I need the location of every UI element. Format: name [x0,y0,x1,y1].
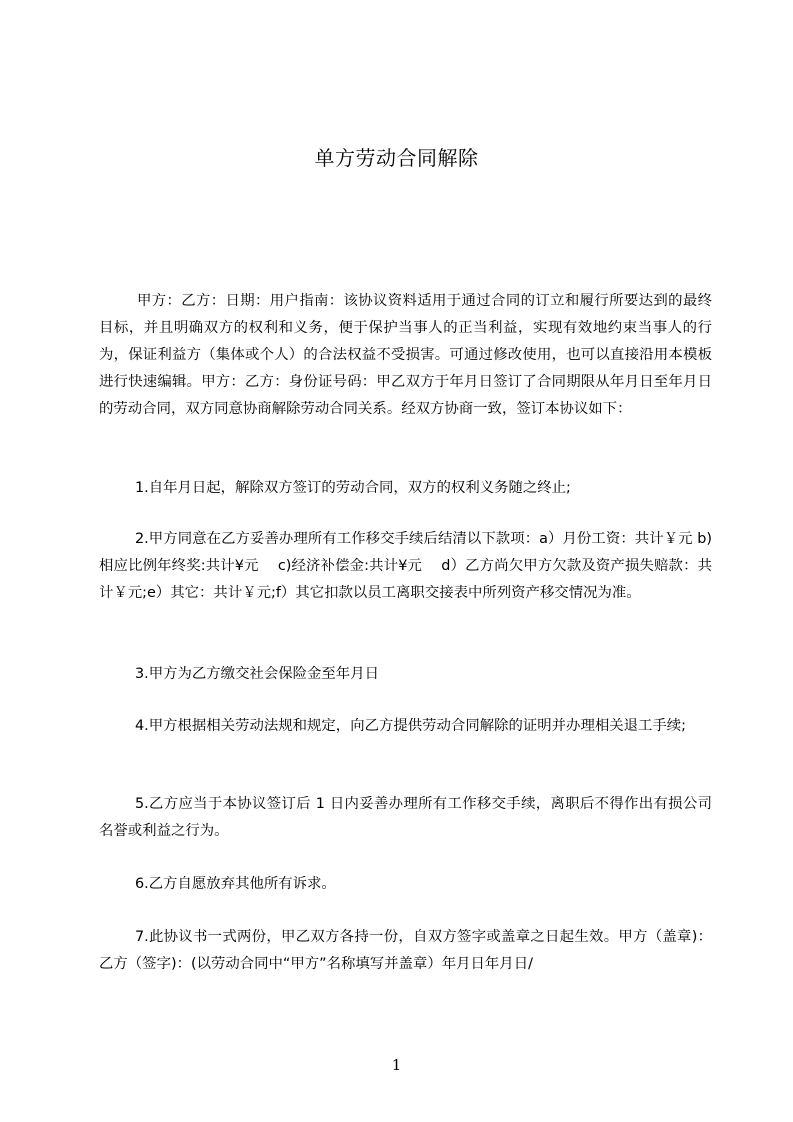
clause-1: 1.自年月日起，解除双方签订的劳动合同，双方的权利义务随之终止; [135,480,571,496]
clause-7: 7.此协议书一式两份，甲乙双方各持一份，自双方签字或盖章之日起生效。甲方（盖章)：乙方（签字)：(以劳动合同中“甲方”名称填写并盖章）年月日年月日/ [99,929,712,972]
clause-6: 6.乙方自愿放弃其他所有诉求。 [135,876,336,892]
page-number: 1 [391,1056,402,1074]
clause-4: 4.甲方根据相关劳动法规和规定，向乙方提供劳动合同解除的证明并办理相关退工手续; [135,718,687,734]
clause-3: 3.甲方为乙方缴交社会保险金至年月日 [135,666,379,682]
intro-paragraph: 甲方：乙方：日期：用户指南：该协议资料适用于通过合同的订立和履行所要达到的最终目标，并且明确双方的权利和义务，便于保护当事人的正当利益，实现有效地约束当事人的行为，保证利益方（集体或个人）的合法权益不受损害。可通过修改使用，也可以直接沿用本模板进行快速编辑。甲方：乙方：身份证号码：甲乙双方于年月日签订了合同期限从年月日至年月日的劳动合同，双方同意协商解除劳动合同关系。经双方协商一致，签订本协议如下： [99,293,712,417]
clause-5: 5.乙方应当于本协议签订后 1 日内妥善办理所有工作移交手续，离职后不得作出有损公司名誉或利益之行为。 [99,796,712,839]
clause-2: 2.甲方同意在乙方妥善办理所有工作移交手续后结清以下款项：a）月份工资：共计￥元 b)相应比例年终奖:共计¥元 c)经济补偿金:共计¥元 d）乙方尚欠甲方欠款及资产损失赔款：共计￥元;e）其它：共计￥元;f）其它扣款以员工离职交接表中所列资产移交情况为准。 [99,531,712,601]
document-title: 单方劳动合同解除 [314,146,479,170]
